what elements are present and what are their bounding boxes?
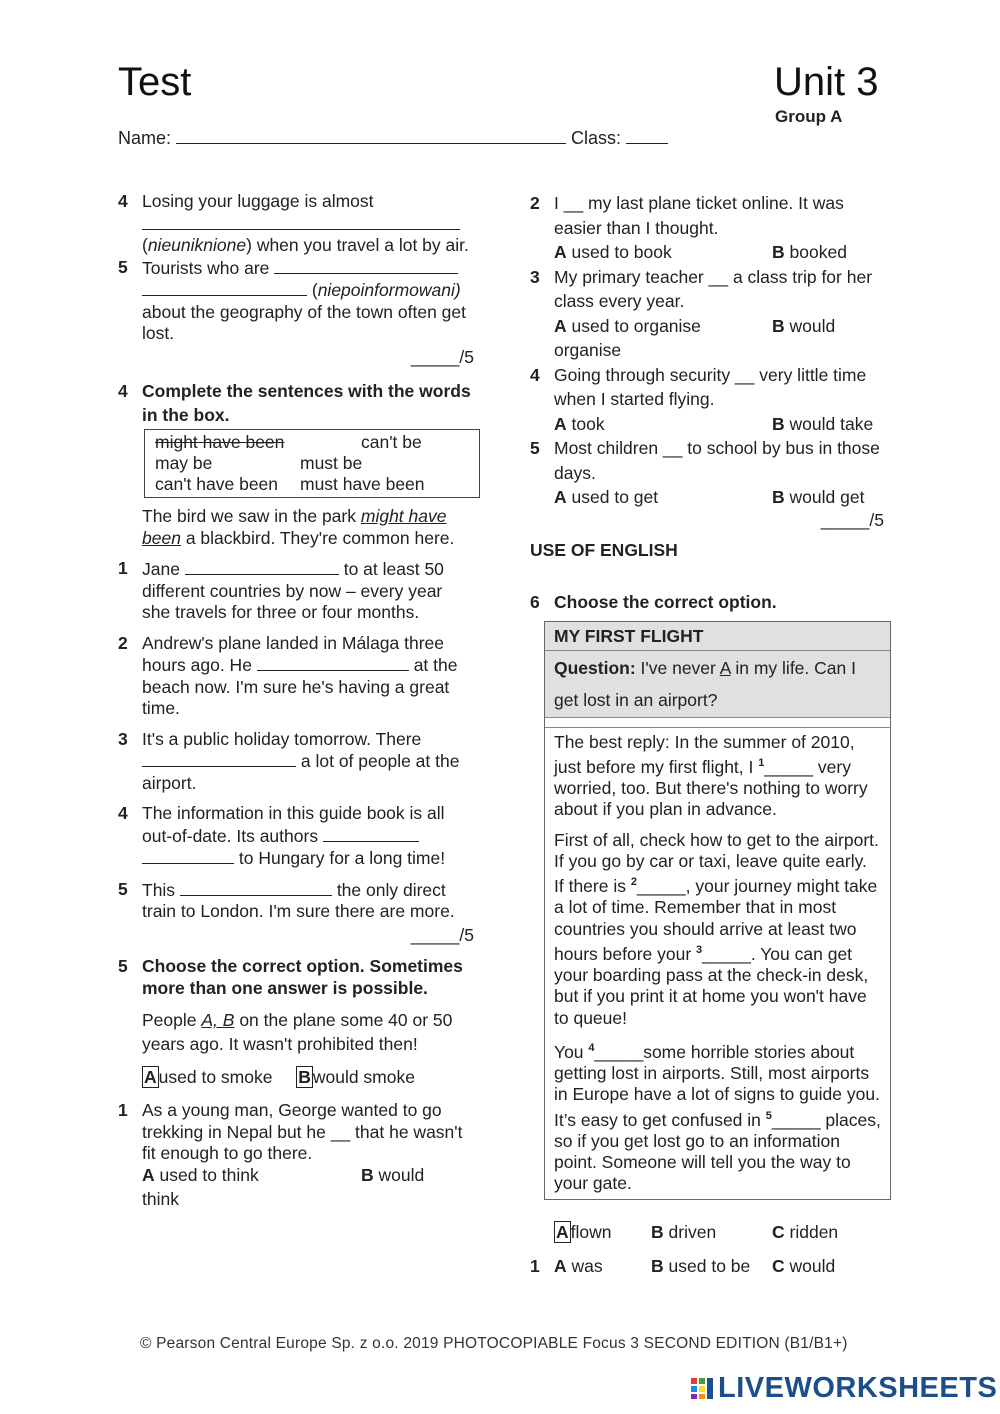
section-heading: USE OF ENGLISH (530, 539, 678, 560)
option-b[interactable]: B booked (772, 242, 847, 262)
ex6-example-options (554, 1220, 884, 1244)
option-c[interactable]: C would (772, 1255, 836, 1276)
reading-panel (544, 621, 891, 1200)
score-ex5[interactable]: _____/5 (820, 509, 884, 530)
liveworksheets-icon (690, 1376, 714, 1400)
options-row (142, 1165, 474, 1187)
panel-title: MY FIRST FLIGHT (545, 622, 890, 651)
name-class-line (118, 127, 668, 149)
logo-text: LIVEWORKSHEETS (718, 1372, 998, 1404)
ex3-item-5: 5 Tourists who are (niepoinformowani) about the geography of the town often get lost. (118, 256, 466, 343)
option-b[interactable]: B would (772, 315, 836, 336)
option-b[interactable]: B would get (772, 487, 865, 507)
left-column (118, 191, 474, 1210)
ex5-item-2: 2 I __ my last plane ticket online. It was easier than I thought. A used to book B booked (530, 191, 884, 265)
option-a-marked[interactable]: A flown (556, 1221, 612, 1242)
option-b[interactable]: B driven (651, 1221, 717, 1242)
options-row (554, 412, 884, 437)
panel-text (545, 728, 890, 1199)
answer-blank[interactable] (142, 279, 307, 296)
option-a[interactable]: A was (554, 1255, 603, 1276)
ex3-item-4: 4 Losing your luggage is almost (nieuniknione) when you travel a lot by air. (118, 191, 469, 255)
liveworksheets-logo (690, 1372, 997, 1405)
ex4-item-4: 4 The information in this guide book is all out-of-date. Its authors to Hungary for a long time! (118, 803, 446, 868)
ex5-item-1: 1 As a young man, George wanted to go trekking in Nepal but he __ that he wasn't fit enough to go there. A used to think B would think (118, 1100, 474, 1210)
copyright: © Pearson Central Europe Sp. z o.o. 2019 PHOTOCOPIABLE Focus 3 SECOND EDITION (B1/B1+) (140, 1335, 848, 1352)
ex4-item-3: 3 It's a public holiday tomorrow. There a lot of people at the airport. (118, 728, 460, 793)
class-field[interactable] (626, 127, 668, 144)
class-label: Class: (571, 128, 622, 148)
score-ex3[interactable]: _____/5 (410, 346, 474, 367)
option-b[interactable]: B would (361, 1164, 425, 1185)
option-a[interactable]: A used to think (142, 1164, 259, 1185)
ex4-instruction: 4 Complete the sentences with the words in the box. (118, 381, 471, 425)
word-box: might have been can't be may be must be can't have been must have been (144, 429, 480, 498)
option-c[interactable]: C ridden (772, 1221, 839, 1242)
paragraph-2: First of all, check how to get to the airport. If you go by car or taxi, leave quite early. If there is $^2$_____, your journey might take a lot of time. Remember that in most countries you should arrive at least two hours before your $^3$_____. You can get your boarding pass at the check-in desk, but if you print it at home you won't have to queue! (554, 829, 879, 1028)
options-row (554, 314, 884, 339)
answer-blank[interactable] (323, 825, 419, 842)
option-a-marked[interactable]: A (144, 1067, 157, 1087)
paragraph-3: You $^4$_____some horrible stories about getting lost in airports. Still, most airports in Europe have a lot of signs to guide you. It’s easy to get confused in $^5$_____ places, so if you get lost go to an information point. Someone will tell you the way to your gate. (554, 1041, 881, 1194)
score-ex4[interactable]: _____/5 (410, 924, 474, 945)
ex5-example-options: A used to smoke B would smoke (144, 1067, 415, 1087)
ex6-instruction: 6 Choose the correct option. (530, 592, 777, 612)
ex4-example: The bird we saw in the park might have been a blackbird. They're common here. (142, 506, 455, 548)
ex6-item-1: 1 A was B used to be C would (530, 1254, 884, 1278)
option-a[interactable]: A took (554, 413, 605, 434)
option-a[interactable]: A used to organise (554, 315, 701, 336)
page-title: Test (118, 60, 192, 104)
options-row (554, 485, 884, 510)
ex4-item-1: 1 Jane to at least 50 different countries by now – every year she travels for three or four months. (118, 558, 444, 622)
ex4-item-5: 5 This the only direct train to London. I'm sure there are more. (118, 878, 455, 921)
unit-title: Unit 3 (774, 60, 879, 104)
ex5-instruction: 5 Choose the correct option. Sometimes more than one answer is possible. (118, 956, 463, 998)
answer-blank[interactable] (180, 879, 332, 896)
ex5-item-4: 4 Going through security __ very little time when I started flying. A took B would take (530, 363, 884, 437)
group-label: Group A (775, 107, 843, 126)
options-row (554, 240, 884, 265)
answer-blank[interactable] (185, 558, 339, 575)
option-a[interactable]: A used to get (554, 487, 659, 507)
option-b[interactable]: B would take (772, 413, 874, 434)
options-row (554, 1254, 884, 1278)
answer-blank[interactable] (142, 847, 234, 864)
ex5-item-3: 3 My primary teacher __ a class trip for her class every year. A used to organise B would organise (530, 265, 884, 363)
paragraph-1: The best reply: In the summer of 2010, just before my first flight, I $^1$_____ very worried, too. But there's nothing to worry about if you plan in advance. (554, 731, 868, 820)
ex4-item-2: 2 Andrew's plane landed in Málaga three hours ago. He at the beach now. I'm sure he's having a great time. (118, 632, 458, 718)
right-column (530, 191, 884, 1278)
answer-blank[interactable] (142, 750, 296, 767)
option-a[interactable]: A used to book (554, 242, 672, 262)
ex5-example: People A, B on the plane some 40 or 50 years ago. It wasn't prohibited then! (142, 1010, 453, 1054)
panel-question: Question: I've never A in my life. Can I get lost in an airport? (545, 651, 890, 718)
answer-blank[interactable] (142, 213, 460, 230)
answer-blank[interactable] (274, 257, 458, 274)
ex5-item-5: 5 Most children __ to school by bus in those days. A used to get B would get (530, 436, 884, 510)
option-b-marked[interactable]: B (298, 1067, 311, 1087)
answer-blank[interactable] (257, 654, 409, 671)
name-label: Name: (118, 128, 172, 148)
option-b[interactable]: B used to be (651, 1255, 751, 1276)
name-field[interactable] (176, 127, 566, 144)
